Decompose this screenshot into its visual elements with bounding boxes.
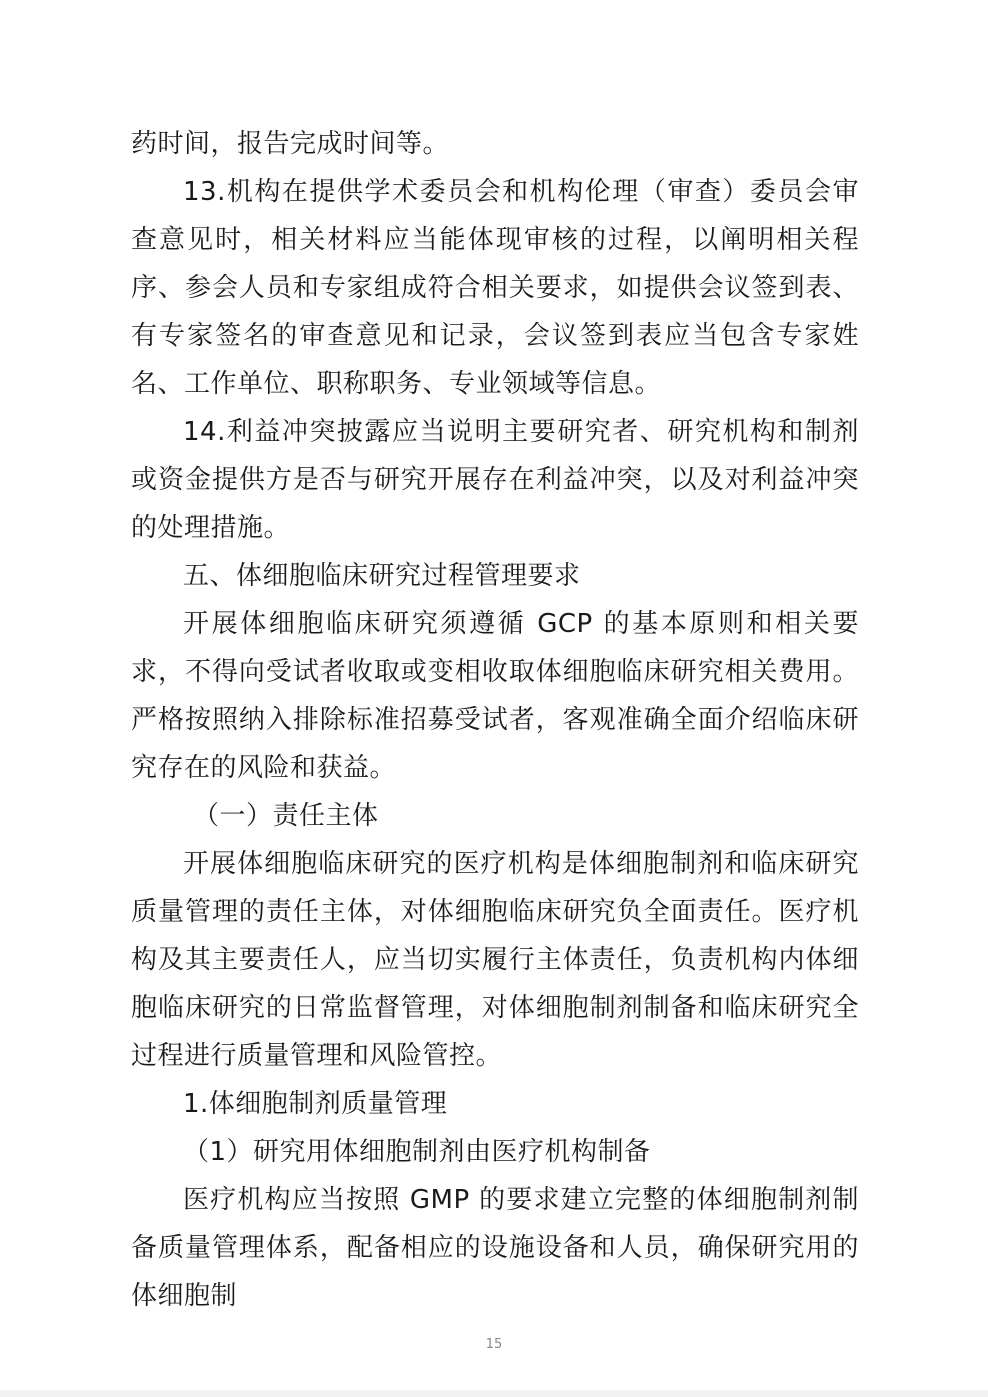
paragraph-1: 药时间，报告完成时间等。 xyxy=(131,129,450,159)
page-bottom-edge xyxy=(0,1390,988,1397)
paragraph-3: 14.利益冲突披露应当说明主要研究者、研究机构和制剂或资金提供方是否与研究开展存在利益冲突，以及对利益冲突的处理措施。 xyxy=(131,417,859,543)
section-heading-5: 五、体细胞临床研究过程管理要求 xyxy=(183,561,581,591)
subsection-heading-1: （一）责任主体 xyxy=(193,801,379,831)
document-body xyxy=(131,120,859,1320)
item-subheading-1: （1）研究用体细胞制剂由医疗机构制备 xyxy=(183,1137,651,1167)
paragraph-10: 医疗机构应当按照 GMP 的要求建立完整的体细胞制剂制备质量管理体系，配备相应的设施设备和人员，确保研究用的体细胞制 xyxy=(131,1185,859,1311)
page-number: 15 xyxy=(485,1337,503,1352)
paragraph-5: 开展体细胞临床研究须遵循 GCP 的基本原则和相关要求，不得向受试者收取或变相收取体细胞临床研究相关费用。严格按照纳入排除标准招募受试者，客观准确全面介绍临床研究存在的风险和获益。 xyxy=(131,609,859,783)
paragraph-2: 13.机构在提供学术委员会和机构伦理（审查）委员会审查意见时，相关材料应当能体现审核的过程，以阐明相关程序、参会人员和专家组成符合相关要求，如提供会议签到表、有专家签名的审查意见和记录，会议签到表应当包含专家姓名、工作单位、职称职务、专业领域等信息。 xyxy=(131,177,859,399)
paragraph-7: 开展体细胞临床研究的医疗机构是体细胞制剂和临床研究质量管理的责任主体，对体细胞临床研究负全面责任。医疗机构及其主要责任人，应当切实履行主体责任，负责机构内体细胞临床研究的日常监督管理，对体细胞制剂制备和临床研究全过程进行质量管理和风险管控。 xyxy=(131,849,859,1071)
item-heading-1: 1.体细胞制剂质量管理 xyxy=(183,1089,448,1119)
